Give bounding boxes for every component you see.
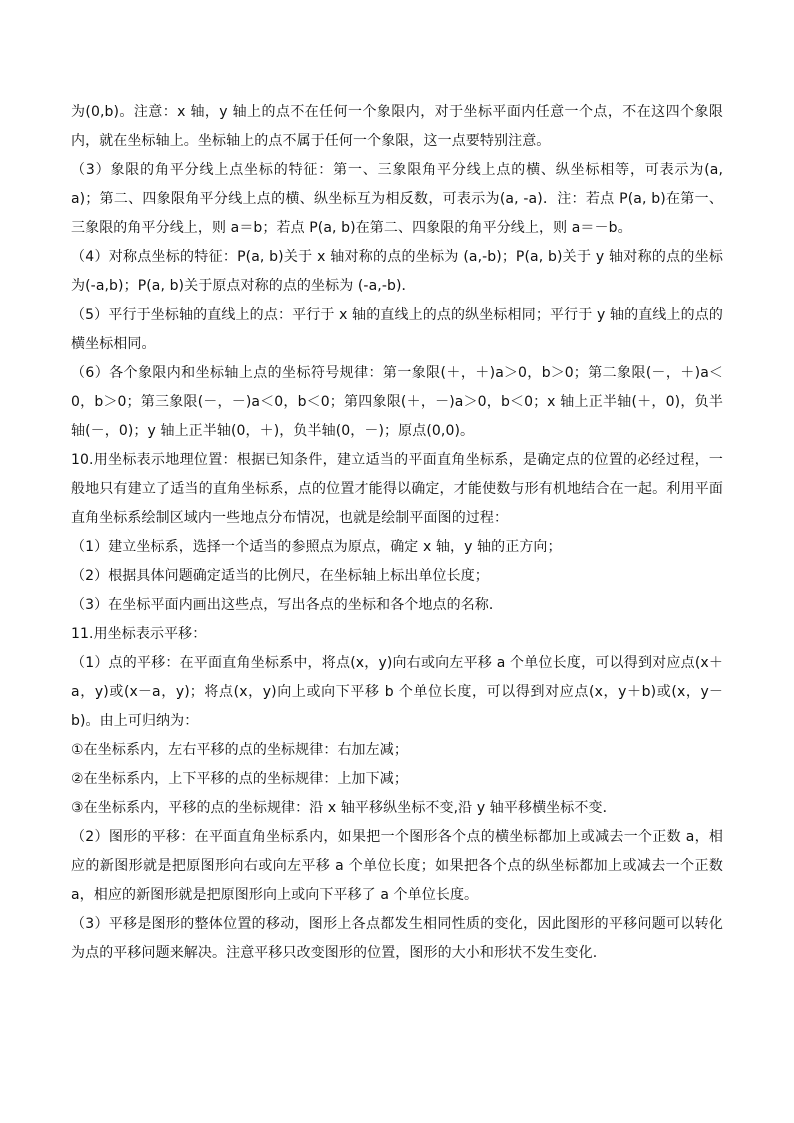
paragraph-step-3: （3）在坐标平面内画出这些点，写出各点的坐标和各个地点的名称． (71, 597, 504, 613)
paragraph-bisector-features: （3）象限的角平分线上点坐标的特征：第一、三象限角平分线上点的横、纵坐标相等，可表示为(a, a)；第二、四象限角平分线上点的横、纵坐标互为相反数，可表示为(a, -a)．注：若点 P(a, b)在第一、三象限的角平分线上，则 a＝b；若点 P(a, b)在第二、四象限的角平分线上，则 a＝－b。 (71, 162, 723, 236)
paragraph-shape-translation: （2）图形的平移：在平面直角坐标系内，如果把一个图形各个点的横坐标都加上或减去一个正数 a，相应的新图形就是把原图形向右或向左平移 a 个单位长度；如果把各个点的纵坐标都加上或减去一个正数 a，相应的新图形就是把原图形向上或向下平移了 a 个单位长度。 (71, 829, 723, 903)
paragraph-rule-axis: ③在坐标系内，平移的点的坐标规律：沿 x 轴平移纵坐标不变,沿 y 轴平移横坐标不变． (71, 800, 617, 816)
paragraph-axis-note: 为(0,b)。注意：x 轴，y 轴上的点不在任何一个象限内，对于坐标平面内任意一个点，不在这四个象限内，就在坐标轴上。坐标轴上的点不属于任何一个象限，这一点要特别注意。 (71, 104, 723, 149)
paragraph-point-translation: （1）点的平移：在平面直角坐标系中，将点(x，y)向右或向左平移 a 个单位长度，可以得到对应点(x＋a，y)或(x－a，y)；将点(x，y)向上或向下平移 b 个单位长度，可以得到对应点(x，y＋b)或(x，y－b)。由上可归纳为： (71, 655, 723, 729)
paragraph-rule-up-down: ②在坐标系内，上下平移的点的坐标规律：上加下减； (71, 771, 408, 787)
paragraph-section-10-heading: 10.用坐标表示地理位置：根据已知条件，建立适当的平面直角坐标系，是确定点的位置的必经过程，一般地只有建立了适当的直角坐标系，点的位置才能得以确定，才能使数与形有机地结合在一起。利用平面直角坐标系绘制区域内一些地点分布情况，也就是绘制平面图的过程： (71, 452, 723, 526)
paragraph-step-2: （2）根据具体问题确定适当的比例尺，在坐标轴上标出单位长度； (71, 568, 489, 584)
paragraph-section-11-heading: 11.用坐标表示平移： (71, 626, 207, 642)
paragraph-parallel-lines: （5）平行于坐标轴的直线上的点：平行于 x 轴的直线上的点的纵坐标相同；平行于 y 轴的直线上的点的横坐标相同。 (71, 307, 723, 352)
paragraph-step-1: （1）建立坐标系，选择一个适当的参照点为原点，确定 x 轴，y 轴的正方向； (71, 539, 562, 555)
paragraph-sign-rules: （6）各个象限内和坐标轴上点的坐标符号规律：第一象限(＋，＋)a＞0，b＞0；第二象限(－，＋)a＜0，b＞0；第三象限(－，－)a＜0，b＜0；第四象限(＋，－)a＞0，b＜0；x 轴上正半轴(＋，0)，负半轴(－，0)；y 轴上正半轴(0，＋)，负半轴(0，－)；原点(0,0)。 (71, 365, 723, 439)
paragraph-translation-summary: （3）平移是图形的整体位置的移动，图形上各点都发生相同性质的变化，因此图形的平移问题可以转化为点的平移问题来解决。注意平移只改变图形的位置，图形的大小和形状不发生变化. (71, 916, 723, 961)
document-page (71, 98, 723, 968)
paragraph-symmetric-points: （4）对称点坐标的特征：P(a, b)关于 x 轴对称的点的坐标为 (a,-b)；P(a, b)关于 y 轴对称的点的坐标为(-a,b)；P(a, b)关于原点对称的点的坐标为 (-a,-b)． (71, 249, 723, 294)
paragraph-rule-left-right: ①在坐标系内，左右平移的点的坐标规律：右加左减； (71, 742, 408, 758)
